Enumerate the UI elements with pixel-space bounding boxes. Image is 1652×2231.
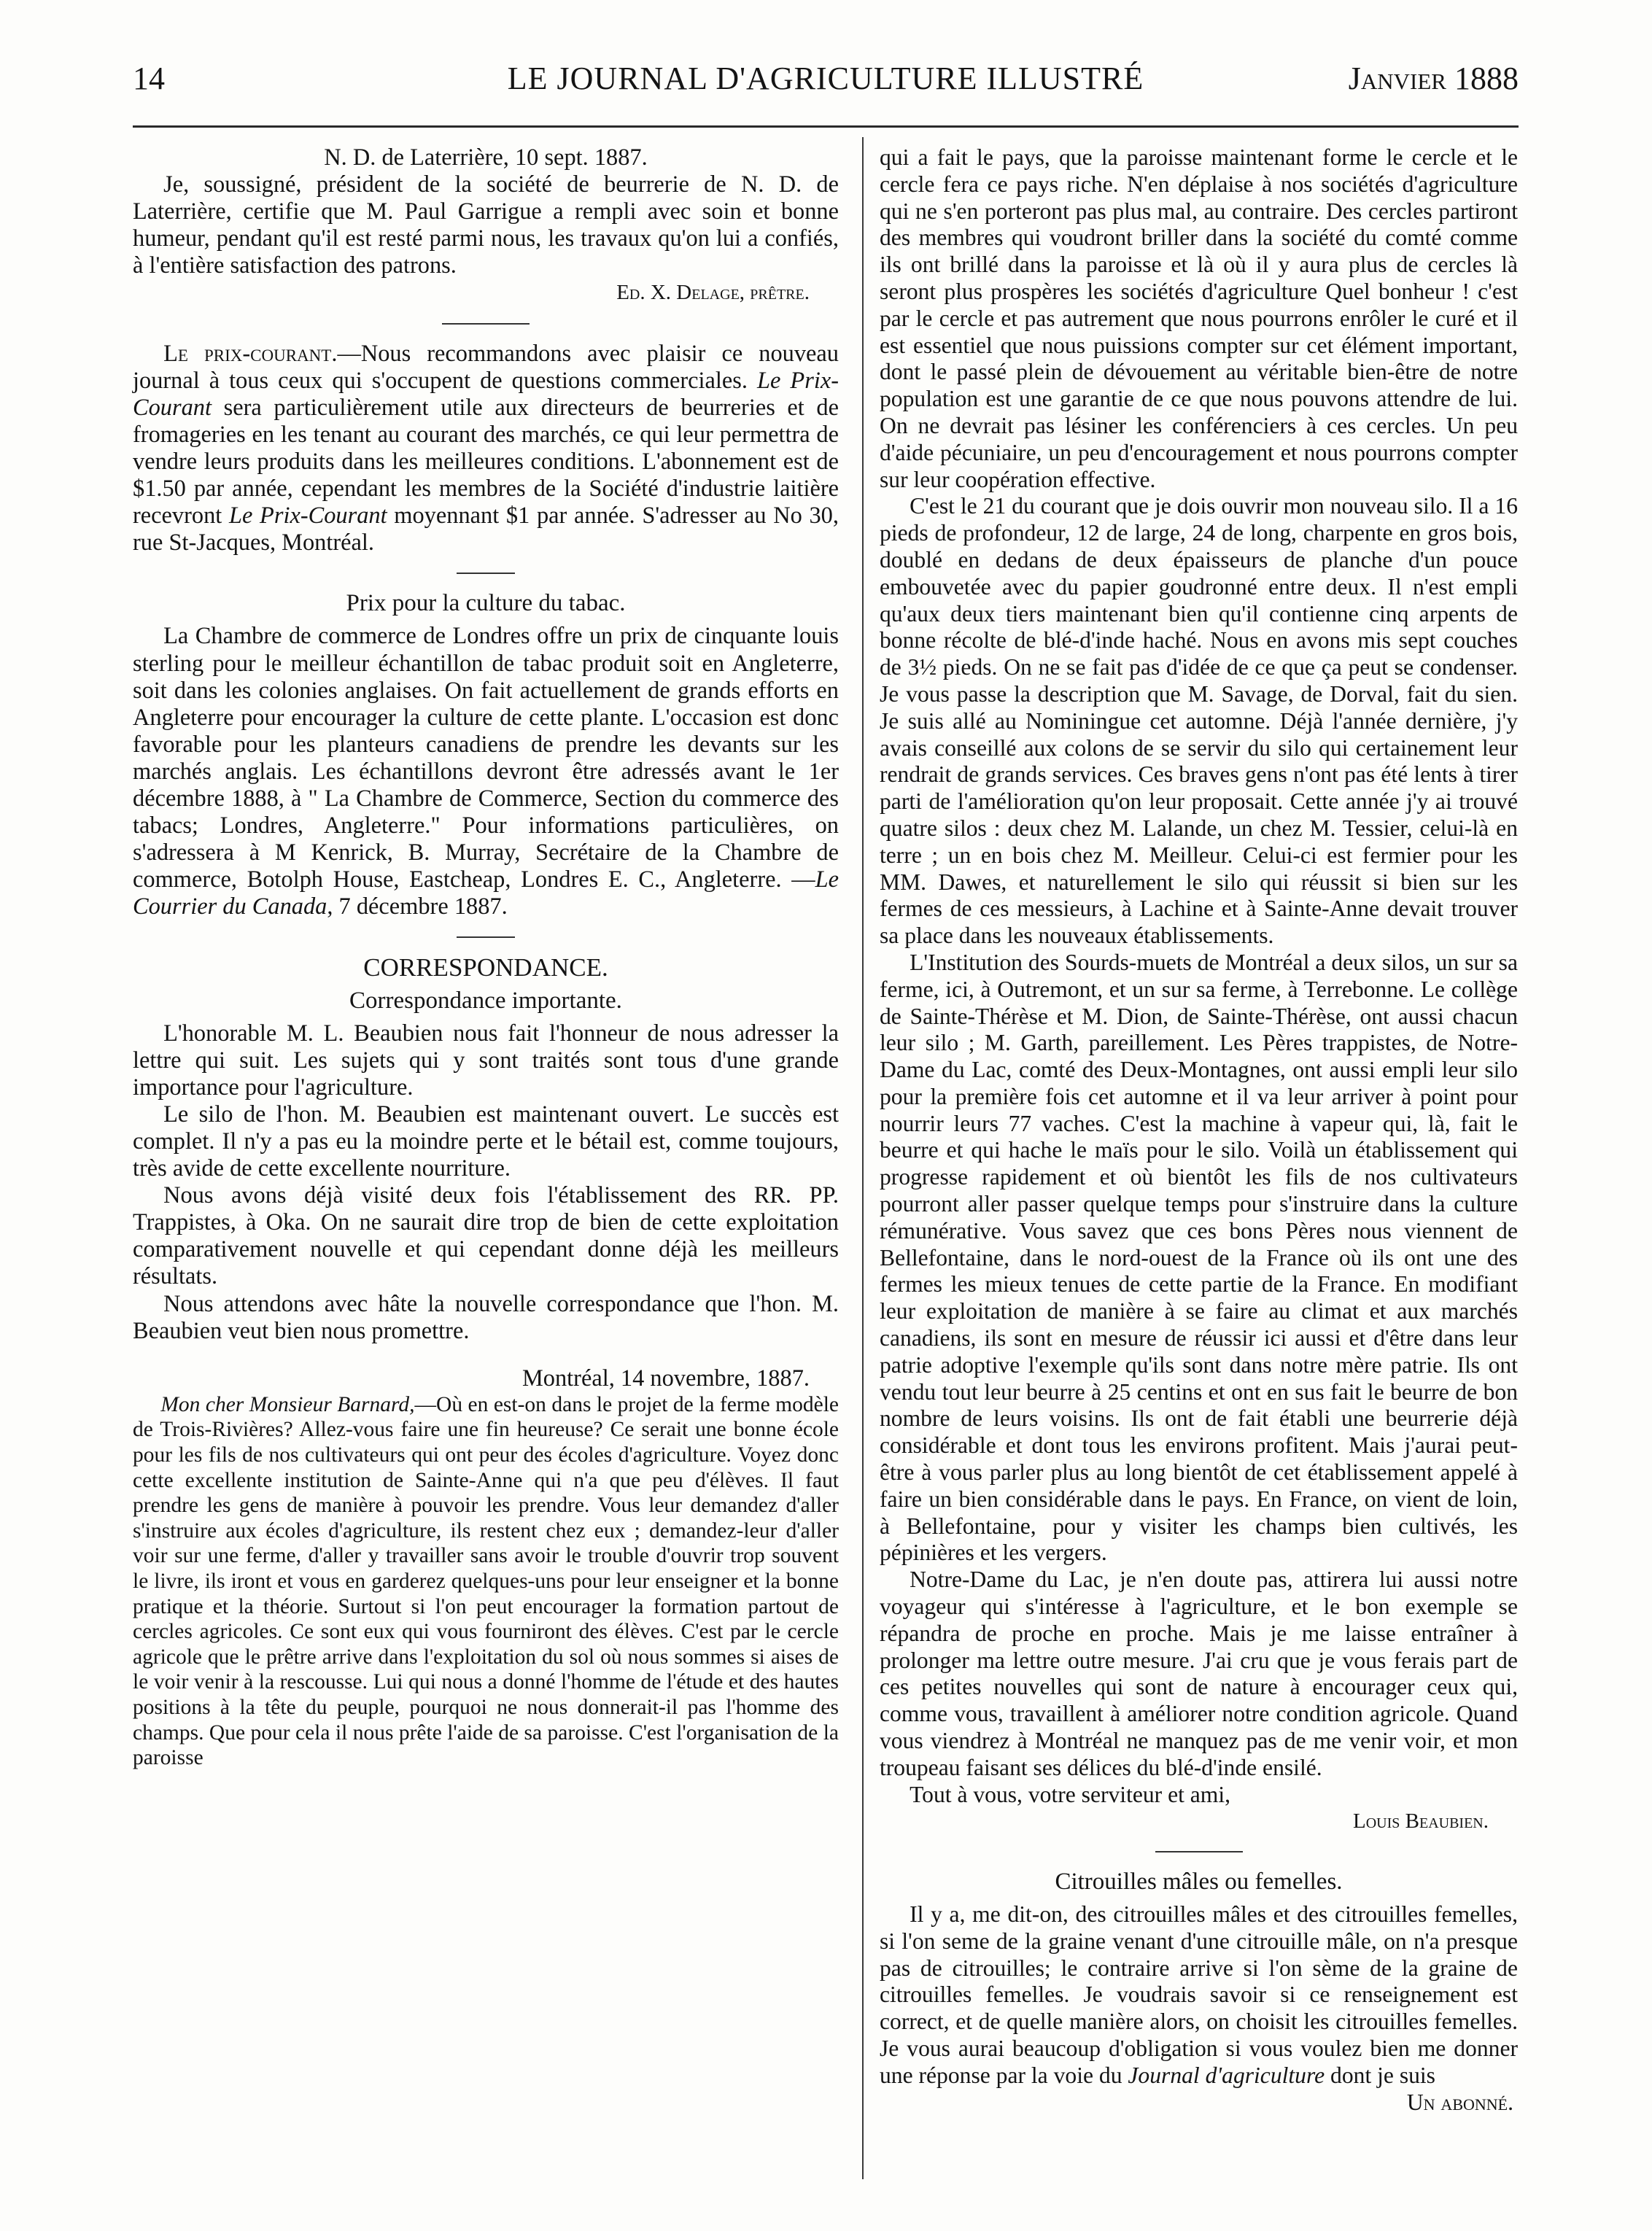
separator-rule — [1155, 1851, 1243, 1852]
letter-opening — [133, 1392, 839, 1771]
signature-name: Ed. X. Delage, prêtre. — [616, 281, 810, 305]
journal-title: LE JOURNAL D'AGRICULTURE ILLUSTRÉ — [507, 61, 1144, 96]
citrouilles-journal: Journal d'agriculture — [1128, 2062, 1325, 2088]
separator-rule — [457, 936, 515, 938]
letter-paragraph: L'Institution des Sourds-muets de Montréal a deux silos, un sur sa ferme, ici, à Outremont, et un sur sa ferme, à Terrebonne. Le collège de Sainte-Thérèse et M. Dion, de Sainte-Thérèse, ont aussi chacun leur silo ; M. Garth, pareillement. Les Pères trappistes, de Notre-Dame du Lac, comté des Deux-Montagnes, ont aussi empli leur silo pour la première fois cet automne et il va leur arriver à point pour nourrir leurs 77 vaches. C'est la machine à vapeur qui, là, fait le beurre et qui hache le maïs pour le silo. Voilà un établissement qui progresse rapidement et où bientôt les fils de nos cultivateurs pourront aller passer quelque temps pour s'instruire dans la culture rémunérative. Vous savez que ces bons Pères nous viennent de Bellefontaine, dans le nord-ouest de la France où ils ont une des fermes les mieux tenues de cette partie de la France. En modifiant leur exploitation de manière à se faire au climat et aux marchés canadiens, ils sont en mesure de réussir ici aussi et d'être dans leur patrie adoptive l'exemple qu'ils sont dans notre mère patrie. Ils ont vendu tout leur beurre à 25 centins et ont en sus fait le beurre de bon nombre de leurs voisins. Ils ont de fait établi une beurrerie déjà considérable et dont tous les environs profitent. Mais j'aurai peut-être à vous parler plus au long bientôt de cet établissement appelé à faire un bien considérable dans le pays. En France, on vient de loin, à Bellefontaine, pour y visiter les champs bien cultivés, les pépinières et les vergers. — [880, 949, 1518, 1566]
prix-courant-text-c: moyennant $1 par année. S'adresser au No 30, rue St-Jacques, Montréal. — [133, 503, 839, 556]
prix-courant-text-a: —Nous recommandons avec plaisir ce nouveau journal à tous ceux qui s'occupent de questions commerciales. — [133, 340, 839, 394]
tabac-article — [133, 623, 839, 920]
correspondance-subheading: Correspondance importante. — [349, 987, 622, 1014]
tabac-text-a: La Chambre de commerce de Londres offre un prix de cinquante louis sterling pour le meilleur échantillon de tabac produit soit en Angleterre, soit dans les colonies anglaises. On fait actuellement de grands efforts en Angleterre pour encourager la culture de cette plante. L'occasion est donc favorable pour les planteurs canadiens de prendre les devants sur les marchés anglais. Les échantillons devront être adressés avant le 1er décembre 1888, à " La Chambre de Commerce, Section du commerce des tabacs; Londres, Angleterre." Pour informations particulières, on s'adressera à M Kenrick, B. Murray, Secrétaire de la Chambre de commerce, Botolph House, Eastcheap, Londres E. C., Angleterre. — — [133, 623, 839, 893]
letter-dateline: Montréal, 14 novembre, 1887. — [521, 1365, 810, 1392]
left-column — [133, 144, 839, 1771]
header-rule — [133, 125, 1519, 128]
signature-name: Un abonné. — [1406, 2089, 1513, 2115]
right-column — [880, 144, 1518, 2116]
tabac-source: Le Courrier du Canada — [133, 866, 839, 920]
correspondance-heading: CORRESPONDANCE. — [363, 953, 608, 982]
citrouilles-heading: Citrouilles mâles ou femelles. — [1055, 1869, 1343, 1896]
letter-continuation: qui a fait le pays, que la paroisse maintenant forme le cercle et le cercle fera ce pays riche. N'en déplaise à nos sociétés d'agriculture qui ne s'en porteront pas plus mal, au contraire. Des cercles partiront des membres qui voudront briller dans la société du comté comme ils ont brillé dans la paroisse et là où il y aura plus de cercles là seront plus prospères les sociétés d'agriculture Quel bonheur ! c'est par le cercle et pas autrement que nous pourrons enrôler le curé et il est essentiel que nous puissions compter sur cet élément important, dont le passé plein de dévouement au véritable bien-être de notre population est une garantie de ce que nous pouvons attendre de lui. On ne devrait pas lésiner les conférenciers à ces cercles. Un peu d'aide pécuniaire, un peu d'encouragement et nous pourrons compter sur leur coopération effective. — [880, 144, 1518, 492]
certificate-signature — [133, 279, 839, 306]
certificate-dateline: N. D. de Laterrière, 10 sept. 1887. — [324, 144, 648, 171]
page-header — [133, 57, 1519, 108]
separator-rule — [457, 573, 515, 574]
prix-courant-lead: Le prix-courant. — [163, 340, 338, 367]
citrouilles-signature — [880, 2090, 1518, 2116]
letter-closing: Tout à vous, votre serviteur et ami, — [910, 1781, 1231, 1807]
correspondance-paragraph: L'honorable M. L. Beaubien nous fait l'honneur de nous adresser la lettre qui suit. Les sujets qui y sont traités sont tous d'une grande importance pour l'agriculture. — [133, 1020, 839, 1101]
correspondance-paragraph: Nous attendons avec hâte la nouvelle correspondance que l'hon. M. Beaubien veut bien nous promettre. — [133, 1290, 839, 1344]
signature-name: Louis Beaubien. — [1353, 1809, 1489, 1834]
letter-signature — [880, 1808, 1518, 1835]
correspondance-paragraph: Nous avons déjà visité deux fois l'établissement des RR. PP. Trappistes, à Oka. On ne saurait dire trop de bien de cette exploitation comparativement nouvelle et qui cependant donne déjà les meilleurs résultats. — [133, 1182, 839, 1290]
tabac-text-b: , 7 décembre 1887. — [327, 893, 508, 920]
prix-courant-name-2: Le Prix-Courant — [228, 503, 387, 529]
prix-courant-name: Le Prix-Courant — [133, 367, 839, 421]
letter-paragraph: Notre-Dame du Lac, je n'en doute pas, attirera lui aussi notre voyageur qui s'intéresse à l'agriculture, et le bon exemple se répandra de proche en proche. Mais je me laisse entraîner à prolonger ma lettre outre mesure. J'ai cru que je vous ferais part de ces petites nouvelles qui sont de nature à encourager ceux qui, comme vous, travaillent à améliorer notre condition agricole. Quand vous viendrez à Montréal ne manquez pas de me venir voir, et mon troupeau faisant ses délices du blé-d'inde ensilé. — [880, 1567, 1518, 1780]
tabac-heading: Prix pour la culture du tabac. — [346, 590, 626, 617]
issue-date: Janvier 1888 — [1348, 61, 1519, 96]
separator-rule — [442, 323, 530, 325]
prix-courant-text-b: sera particulièrement utile aux directeurs de beurreries et de fromageries en les tenant au courant des marchés, ce qui leur permettra de vendre leurs produits dans les meilleures conditions. L'abonnement est de $1.50 par année, cependant les membres de la Société d'industrie laitière recevront — [133, 394, 839, 529]
certificate-text: Je, soussigné, président de la société de beurrerie de N. D. de Laterrière, certifie que M. Paul Garrigue a rempli avec soin et bonne humeur, pendant qu'il est resté parmi nous, les travaux qu'on lui a confiés, à l'entière satisfaction des patrons. — [133, 171, 839, 279]
page-number: 14 — [133, 61, 165, 96]
letter-paragraph: C'est le 21 du courant que je dois ouvrir mon nouveau silo. Il a 16 pieds de profondeur, 12 de large, 24 de long, charpente en gros bois, doublé en dedans de deux épaisseurs de planche d'un pouce embouvetée avec du papier goudronné entre deux. Il n'est empli qu'aux deux tiers maintenant bien qu'il contienne cinq arpents de bonne récolte de blé-d'inde haché. Nous en avons mis sept couches de 3½ pieds. On ne se fait pas d'idée de ce que ça peut se condenser. Je vous passe la description que M. Savage, de Dorval, fait du sien. Je suis allé au Nominingue cet automne. Déjà l'année dernière, j'y avais conseillé aux colons de se servir du silo qui certainement leur rendrait de grands services. Ces braves gens n'ont pas été lents à tirer parti de l'amélioration qu'on leur proposait. Cette année j'y ai trouvé quatre silos : deux chez M. Lalande, un chez M. Tessier, celui-là en terre ; un en bois chez M. Meilleur. Celui-ci est fermier pour les MM. Dawes, et naturellement le silo qui réussit si bien sur les fermes de ces messieurs, à Lachine et à Sainte-Anne devait trouver sa place dans les nouveaux établissements. — [880, 493, 1518, 949]
letter-salutation: Mon cher Monsieur Barnard, — [160, 1392, 415, 1416]
citrouilles-article — [880, 1901, 1518, 2090]
correspondance-paragraph: Le silo de l'hon. M. Beaubien est maintenant ouvert. Le succès est complet. Il n'y a pas eu la moindre perte et le bétail est, comme toujours, très avide de cette excellente nourriture. — [133, 1101, 839, 1182]
citrouilles-text-b: dont je suis — [1330, 2062, 1435, 2088]
letter-text: —Où en est-on dans le projet de la ferme modèle de Trois-Rivières? Allez-vous faire une fin heureuse? Ce serait une bonne école pour les fils de nos cultivateurs qui ont peur des écoles d'agriculture. Voyez donc cette excellente institution de Sainte-Anne qui n'a que peu d'élèves. Il faut prendre les gens de manière à pouvoir les prendre. Vous leur demandez d'aller s'instruire aux écoles d'agriculture, ils restent chez eux ; demandez-leur d'aller voir sur une ferme, d'aller y travailler sans avoir le trouble d'ouvrir trop souvent le livre, ils iront et vous en garderez quelques-uns pour leur enseigner et la bonne pratique et la théorie. Surtout si l'on peut encourager la formation partout de cercles agricoles. Ce sont eux qui vous fourniront des élèves. C'est par le cercle agricole que le prêtre arrive dans l'exploitation du sol où nous sommes si aises de le voir venir à la rescousse. Lui qui nous a donné l'homme de l'étude et des hautes positions à la tête du peuple, pourquoi ne nous donnerait-il pas l'homme des champs. Que pour cela il nous prête l'aide de sa paroisse. C'est l'organisation de la paroisse — [133, 1392, 839, 1770]
column-divider — [862, 137, 864, 2179]
prix-courant-article — [133, 341, 839, 557]
citrouilles-text-a: Il y a, me dit-on, des citrouilles mâles et des citrouilles femelles, si l'on seme de la graine venant d'une citrouille mâle, on n'a presque pas de citrouilles; le contraire arrive si l'on sème de la graine de citrouilles femelles. Je voudrais savoir si ce renseignement est correct, et de quelle manière alors, on choisit les citrouilles femelles. Je vous aurai beaucoup d'obligation si vous voulez bien me donner une réponse par la voie du — [880, 1901, 1518, 2088]
